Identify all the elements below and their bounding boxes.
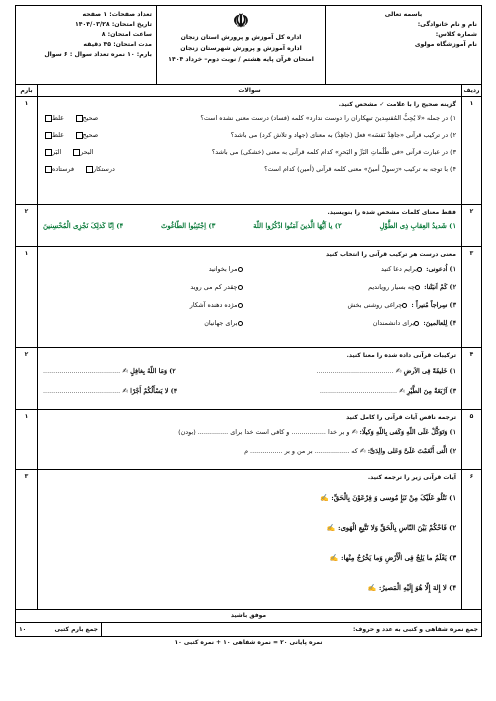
iran-emblem-icon: ☫ xyxy=(232,11,250,32)
question-score: ۲ xyxy=(16,205,38,246)
q1-item-1: ۱) در جمله «لا یُحِبُّ المُفسِدینَ تبهکاران را دوست ندارد» کلمه (فساد) درست معنی نشده است؟ صحیحغلط xyxy=(43,110,456,127)
q1-item-3: ۳) در عبارت قرآنی «فی ظُلُماتِ البَرِّ و البَحرِ» کدام کلمه قرآنی به معنی (خشکی) می باشد؟ البحرالبَر xyxy=(43,144,456,161)
checkbox[interactable] xyxy=(45,166,52,173)
question-number: ۴ xyxy=(461,348,481,409)
question-title: ترجمه ناقص آیات قرآنی را کامل کنید xyxy=(346,414,456,421)
question-5 xyxy=(15,410,482,470)
exam-header xyxy=(15,5,482,85)
total-score-row xyxy=(15,623,482,637)
q5-item-2: ۲) الَّتی أَنْعَمْتَ عَلَیَّ وَعَلی والِدَیَّ: ✍ که ................. بر من و بر ................ م xyxy=(244,447,456,455)
pen-icon: ✍ xyxy=(122,387,129,395)
exam-duration: مدت امتحان: ۴۵ دقیقه xyxy=(83,41,152,48)
checkbox[interactable] xyxy=(45,132,52,139)
student-name-field: نام و نام خانوادگی: xyxy=(417,21,477,28)
radio[interactable] xyxy=(238,285,243,290)
authority-line1: اداره کل آموزش و پرورش استان زنجان xyxy=(180,34,302,41)
radio[interactable] xyxy=(415,285,420,290)
question-title: آیات قرآنی زیر را ترجمه کنید. xyxy=(367,474,456,481)
exam-sheet xyxy=(15,5,482,673)
question-number: ۳ xyxy=(461,247,481,347)
q1-item-4: ۴) با توجه به ترکیب «رَسولٌ أمینٌ» معنی کلمه قرآنی (أمین) کدام است؟ درستکارفرستاده xyxy=(43,161,456,178)
question-score: ۳ xyxy=(16,470,38,609)
radio[interactable] xyxy=(402,303,407,308)
q4-row-1: ۱) خَلیفَةً فِی الاَرضِ ✍ ...................................... ۲) وَمَا اللّهُ بِغافِلٍ ✍ ...................................... xyxy=(43,367,456,375)
checkbox[interactable] xyxy=(76,115,83,122)
exam-date: تاریخ امتحان: ۱۴۰۴/۰۳/۲۸ xyxy=(74,21,152,28)
radio[interactable] xyxy=(417,267,422,272)
question-number: ۶ xyxy=(461,470,481,609)
q2-items: ۱) شَدیدُ العِقابِ ذِی الطَّوْلِ ۲) یا اَیُّهَا الَّذینَ آمَنُوا اذْکُرُوا اللّهَ ۳) اِجْتَنِبُوا الطّاغُوتَ ۴) اِنّا کَذلِکَ نَجْزِی الْمُحْسِنینَ xyxy=(43,222,456,230)
pen-icon: ✍ xyxy=(367,583,377,592)
radio[interactable] xyxy=(238,321,243,326)
question-score: ۲ xyxy=(16,348,38,409)
radio[interactable] xyxy=(414,321,419,326)
q6-items: ۱) نَتْلُو عَلَیْکَ مِنْ نَبَإِ مُوسی وَ فِرْعَوْنَ بِالْحَقِّ: ✍ ۲) فَاحْکُمْ بَیْنَ النّاسِ بِالْحَقِّ وَلا تَتَّبِعِ الْهَوی: ✍ ۳) یَعْلَمُ ما یَلِجُ فِی الْأَرْضِ وَما یَخْرُجُ مِنْها: ✍ ۴) لا إِلهَ إِلّا هُوَ إِلَیْهِ الْمَصیرُ: ✍ xyxy=(320,493,456,592)
checkbox[interactable] xyxy=(76,132,83,139)
col-number: ردیف xyxy=(461,85,481,96)
pen-icon: ✍ xyxy=(320,493,329,502)
exam-score-info: بارم: ۱۰ نمره تعداد سوال : ۶ سوال xyxy=(44,51,152,58)
good-luck: موفق باشید xyxy=(15,610,482,623)
exam-time: ساعت امتحان: ۸ xyxy=(101,31,152,38)
question-2 xyxy=(15,205,482,247)
pen-icon: ✍ xyxy=(395,367,402,375)
final-score-note: نمره پایانی ۲۰ = نمره شفاهی ۱۰ + نمره کتبی ۱۰ xyxy=(174,639,323,646)
page-count: تعداد صفحات: ۱ صفحه xyxy=(82,11,152,18)
pen-icon: ✍ xyxy=(329,553,339,562)
exam-title: امتحان قرآن پایه هشتم / نوبت دوم– خرداد ۱۴۰۴ xyxy=(168,56,314,63)
pen-icon: ✍ xyxy=(359,447,366,455)
checkbox[interactable] xyxy=(45,149,52,156)
authority-line2: اداره آموزش و پرورش شهرستان زنجان xyxy=(180,45,302,52)
q4-row-2: ۳) اَرْبَعَةٌ مِنَ الطَّیْرِ ✍ ...................................... ۴) لا یَسْأَلُکُمْ أَجْرًا ✍ ...................................... xyxy=(43,387,456,395)
written-total: جمع بارم کتبی ۱۰ xyxy=(16,623,102,636)
question-score: ۱ xyxy=(16,410,38,469)
q3-options: ۱) اُدعونی: برایم دعا کنید مرا بخوانید ۲) کَمْ اَنبَتْنا: چه بسیار رویاندیم چقدر کم می روید ۳) سِراجاً مُنیراً : چراغی روشنی بخش مژده دهنده آشکار ۴) لِلعالمینَ: برای دانشمندان برای جهانیان xyxy=(189,265,456,327)
student-info xyxy=(326,6,481,84)
pen-icon: ✍ xyxy=(122,367,129,375)
school-name: نام آموزشگاه مولوی xyxy=(414,41,477,48)
column-headers xyxy=(15,85,482,97)
question-number: ۲ xyxy=(461,205,481,246)
exam-info xyxy=(16,6,156,84)
pen-icon: ✍ xyxy=(326,523,336,532)
exam-authority xyxy=(156,6,326,84)
question-title: ترکیبات قرآنی داده شده را معنا کنید. xyxy=(346,352,456,359)
question-title: گزینه صحیح را با علامت ✓ مشخص کنید. xyxy=(338,101,456,108)
question-4 xyxy=(15,348,482,410)
q1-item-2: ۲) در ترکیب قرآنی «جاهِدْ نَفسَه» فعل (جاهِدْ) به معنای (جهاد و تلاش کرد) می باشد؟ صحیحغلط xyxy=(43,127,456,144)
radio[interactable] xyxy=(238,303,243,308)
radio[interactable] xyxy=(238,267,243,272)
q5-item-1: ۱) وَتَوَکَّلْ عَلَی اللّهِ وَکَفی بِاللّهِ وَکیلًا: ✍ و بر خدا ................. و کافی است خدا برای ............... (بودن) xyxy=(178,428,456,436)
question-title: فقط معنای کلمات مشخص شده را بنویسید. xyxy=(327,209,456,216)
question-title: معنی درست هر ترکیب قرآنی را انتخاب کنید xyxy=(326,251,456,258)
pen-icon: ✍ xyxy=(351,428,358,436)
col-score: بارم xyxy=(16,85,38,96)
question-3 xyxy=(15,247,482,348)
col-questions: سوالات xyxy=(238,87,261,94)
question-score: ۱ xyxy=(16,247,38,347)
pen-icon: ✍ xyxy=(399,387,405,395)
class-number-field: شماره کلاس: xyxy=(435,31,477,38)
question-1 xyxy=(15,97,482,205)
question-number: ۱ xyxy=(461,97,481,204)
checkbox[interactable] xyxy=(86,166,93,173)
basmala: باسمه تعالی xyxy=(384,11,423,18)
question-score: ۱ xyxy=(16,97,38,204)
total-score-label: جمع نمره شفاهی و کتبی به عدد و حروف: xyxy=(352,626,478,633)
question-6 xyxy=(15,470,482,610)
checkbox[interactable] xyxy=(45,115,52,122)
question-number: ۵ xyxy=(461,410,481,469)
